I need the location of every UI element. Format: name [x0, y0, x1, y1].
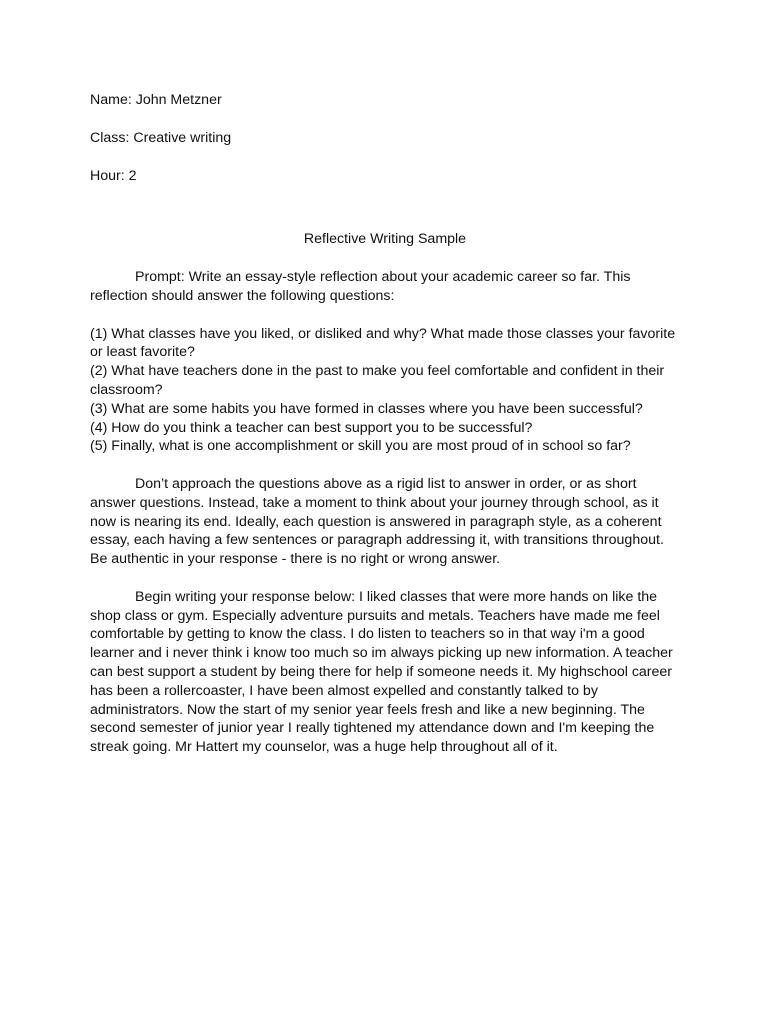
document-title: Reflective Writing Sample: [303, 231, 467, 248]
question-item: (5) Finally, what is one accomplishment or skill you are most proud of in school so far?: [90, 438, 631, 455]
question-item: (4) How do you think a teacher can best support you to be successful?: [90, 419, 533, 436]
document-content: [90, 91, 680, 757]
response-paragraph: Begin writing your response below: I liked classes that were more hands on like the shop class or gym. Especially adventure pursuits and metals. Teachers have made me feel comfortable by getting to know the class. I do listen to teachers so in that way i'm a good learner and i never think i know too much so im always picking up new information. A teacher can best support a student by being there for help if someone needs it. My highschool career has been a rollercoaster, I have been almost expelled and constantly talked to by administrators. Now the start of my senior year feels fresh and like a new beginning. The second semester of junior year I really tightened my attendance down and I'm keeping the streak going. Mr Hattert my counselor, was a huge help throughout all of it.: [90, 588, 673, 756]
class-hour: Hour: 2: [90, 167, 137, 184]
question-item: (3) What are some habits you have formed in classes where you have been successful?: [90, 400, 643, 417]
paragraph-spacer: [90, 456, 680, 475]
paragraph-spacer: [90, 569, 680, 588]
student-name: Name: John Metzner: [90, 92, 222, 108]
class-name: Class: Creative writing: [90, 129, 232, 146]
paragraph-spacer: [90, 306, 680, 325]
question-item: (1) What classes have you liked, or disliked and why? What made those classes your favorite or least favorite?: [90, 325, 676, 361]
instructions-paragraph: Don’t approach the questions above as a rigid list to answer in order, or as short answer questions. Instead, take a moment to think about your journey through school, as it now is nearing its end. Ideally, each question is answered in paragraph style, as a coherent essay, each having a few sentences or paragraph addressing it, with transitions throughout. Be authentic in your response - there is no right or wrong answer.: [90, 475, 664, 568]
prompt-paragraph: Prompt: Write an essay-style reflection about your academic career so far. This reflection should answer the following questions:: [90, 269, 631, 304]
question-item: (2) What have teachers done in the past to make you feel comfortable and confident in their classroom?: [90, 363, 665, 398]
question-list: [90, 325, 680, 457]
